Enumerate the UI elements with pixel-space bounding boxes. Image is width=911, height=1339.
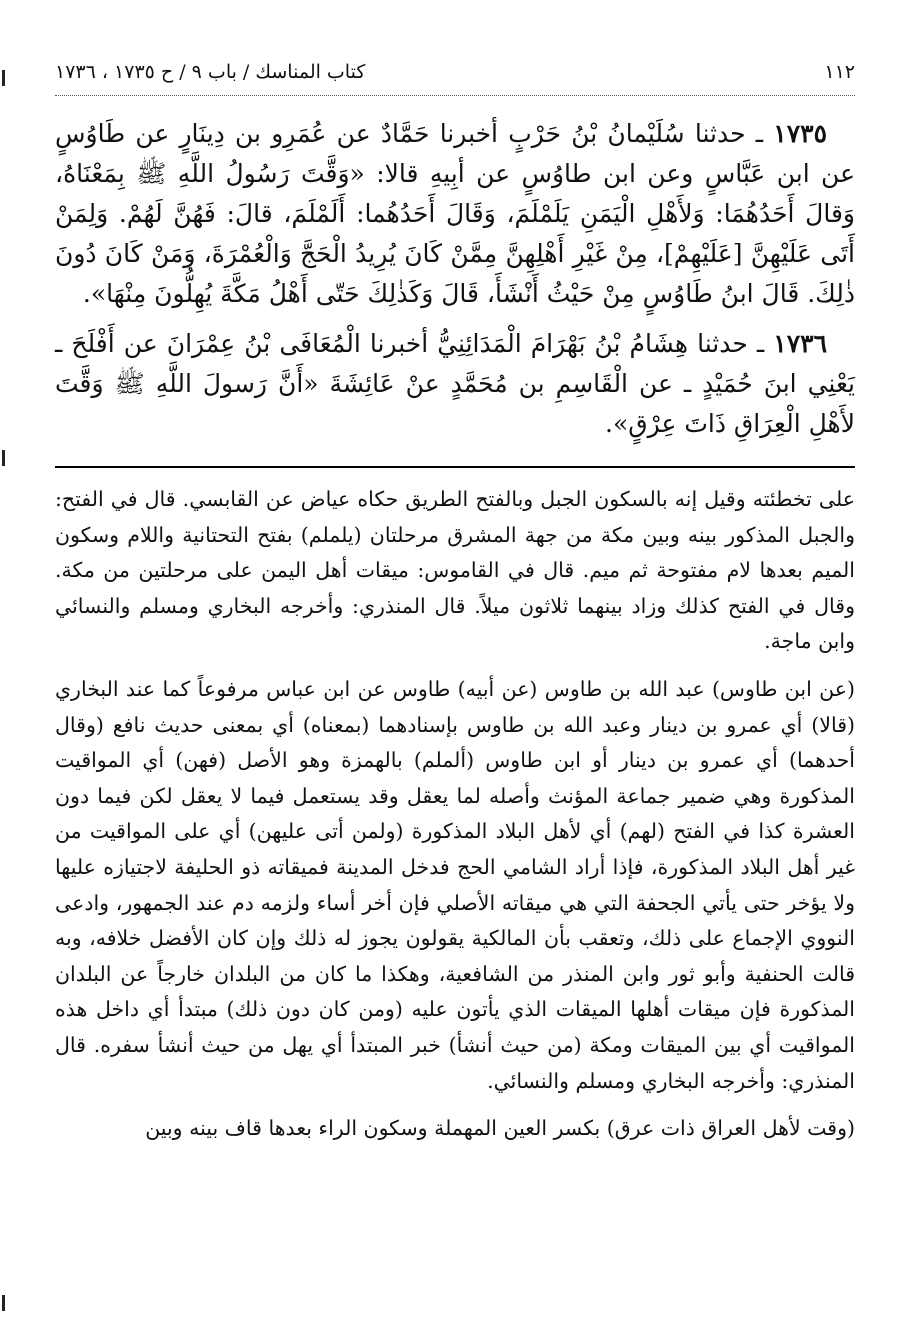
commentary-paragraph-2: (عن ابن طاوس) عبد الله بن طاوس (عن أبيه) طاوس عن ابن عباس مرفوعاً كما عند البخاري (قالا) أي عمرو بن دينار وعبد الله بن طاوس بإسنادهما (بمعناه) أي بمعنى حديث نافع (وقال أحدهما) أي عمرو بن دينار أو ابن طاوس (ألملم) بالهمزة وهو الأصل (فهن) أي المواقيت المذكورة وهي ضمير جماعة المؤنث وأصله لما يعقل وقد يستعمل فيما لا يعقل لكن فيما دون العشرة كذا في الفتح (لهم) أي لأهل البلاد المذكورة (ولمن أتى عليهن) أي على المواقيت من غير أهل البلاد المذكورة، فإذا أراد الشامي الحج فدخل المدينة فميقاته ذو الحليفة لاجتيازه عليها ولا يؤخر حتى يأتي الجحفة التي هي ميقاته الأصلي فإن أخر أساء ولزمه دم عند الجمهور، وادعى النووي الإجماع على ذلك، وتعقب بأن المالكية يقولون يجوز له ذلك وإن كان الأفضل خلافه، وبه قالت الحنفية وأبو ثور وابن المنذر من الشافعية، وهكذا ما كان من البلدان خارجاً عن البلدان المذكورة فإن ميقات أهلها الميقات الذي يأتون عليه (ومن كان دون ذلك) مبتدأ أي داخل هذه المواقيت أي بين الميقات ومكة (من حيث أنشأ) خبر المبتدأ أي يهل من حيث أنشأ سفره. قال المنذري: وأخرجه البخاري ومسلم والنسائي.	[55, 676, 855, 1093]
commentary-section	[55, 482, 855, 1147]
commentary-paragraph-3: (وقت لأهل العراق ذات عرق) بكسر العين المهملة وسكون الراء بعدها قاف بينه وبين	[145, 1116, 855, 1141]
hadith-number: ١٧٣٦	[773, 329, 827, 358]
scan-edge-mark-bottom	[2, 1295, 5, 1311]
hadith-section	[55, 114, 855, 444]
footnote-separator	[55, 466, 855, 468]
running-title: كتاب المناسك / باب ٩ / ح ١٧٣٥ ، ١٧٣٦	[55, 61, 366, 83]
hadith-1735	[55, 114, 855, 314]
scan-edge-mark-middle	[2, 450, 5, 466]
hadith-text: ـ حدثنا سُلَيْمانُ بْنُ حَرْبٍ أخبرنا حَمَّادٌ عن عُمَرِو بن دِينَارٍ عن طَاوُسٍ عن ابن عَبَّاسٍ وعن ابن طاوُسٍ عن أبِيهِ قالا: «وَقَّتَ رَسُولُ اللَّهِ ﷺ بِمَعْنَاهُ، وَقالَ أَحَدُهُمَا: وَلأَهْلِ الْيَمَنِ يَلَمْلَمَ، وَقَالَ أَحَدُهُما: أَلَمْلَمَ، قالَ: فَهُنَّ لَهُمْ. وَلِمَنْ أَتَى عَلَيْهِنَّ [عَلَيْهِمْ]، مِنْ غَيْرِ أَهْلِهِنَّ مِمَّنْ كَانَ يُرِيدُ الْحَجَّ وَالْعُمْرَةَ، وَمَنْ كَانَ دُونَ ذٰلِكَ. قَالَ ابنُ طَاوُسٍ مِنْ حَيْثُ أَنْشَأَ، قَالَ وَكَذٰلِكَ حَتّى أَهْلُ مَكَّةَ يُهِلُّونَ مِنْهَا».	[55, 119, 855, 308]
document-page	[55, 55, 855, 1325]
page-number: ١١٢	[824, 61, 855, 83]
hadith-1736	[55, 324, 855, 444]
page-header	[55, 55, 855, 96]
hadith-text: ـ حدثنا هِشَامُ بْنُ بَهْرَامَ الْمَدَائِنِيُّ أخبرنا الْمُعَافَى بْنُ عِمْرَانَ عن أَفْلَحَ ـ يَعْنِي ابنَ حُمَيْدٍ ـ عن الْقَاسِمِ بن مُحَمَّدٍ عنْ عَائِشَةَ «أَنَّ رَسولَ اللَّهِ ﷺ وَقَّتَ لأَهْلِ الْعِرَاقِ ذَاتَ عِرْقٍ».	[55, 329, 855, 438]
scan-edge-mark-top	[2, 70, 5, 86]
hadith-number: ١٧٣٥	[773, 119, 827, 148]
commentary-paragraph-1: على تخطئته وقيل إنه بالسكون الجبل وبالفتح الطريق حكاه عياض عن القابسي. قال في الفتح: والجبل المذكور بينه وبين مكة من جهة المشرق مرحلتان (يلملم) بفتح التحتانية واللام وسكون الميم بعدها لام مفتوحة ثم ميم. قال في القاموس: ميقات أهل اليمن على مرحلتين من مكة. وقال في الفتح كذلك وزاد بينهما ثلاثون ميلاً. قال المنذري: وأخرجه البخاري ومسلم والنسائي وابن ماجة.	[55, 487, 855, 654]
